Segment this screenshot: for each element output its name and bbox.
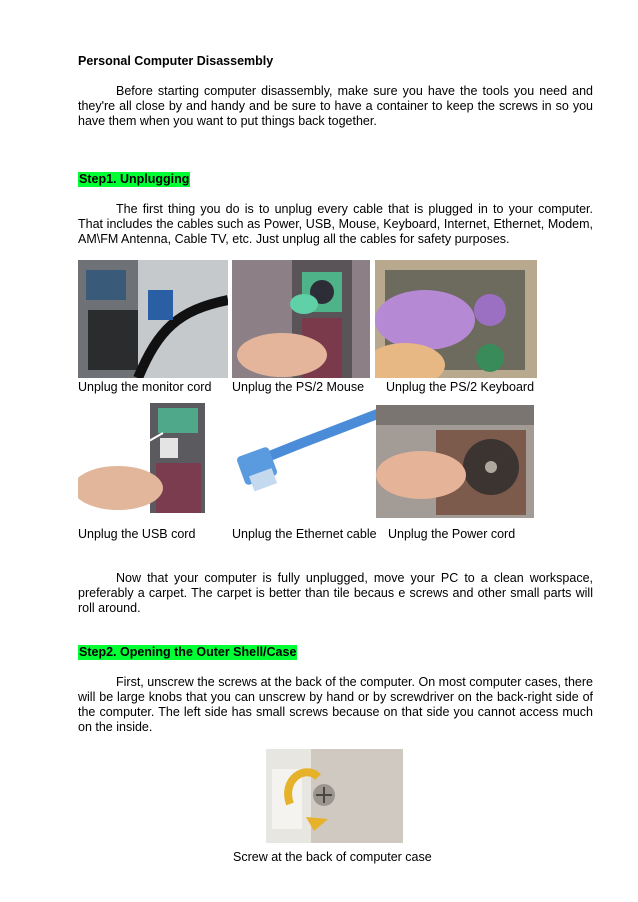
caption-usb-cord: Unplug the USB cord — [78, 527, 196, 541]
step1-text: The first thing you do is to unplug every cable that is plugged in to your computer. That includes the cables such as Power, USB, Mouse, Keyboard, Internet, Ethernet, Modem, AM\FM Antenna, Cable TV, etc. Just unplug all the cables for safety purposes. — [78, 202, 593, 246]
after-unplug-text: Now that your computer is fully unplugged, move your PC to a clean workspace, preferably a carpet. The carpet is better than tile becaus e screws and other small parts will roll around. — [78, 571, 593, 615]
intro-paragraph — [78, 84, 593, 129]
ps2-keyboard-photo — [375, 260, 537, 378]
caption-monitor-cord: Unplug the monitor cord — [78, 380, 212, 394]
step2-heading: Step2. Opening the Outer Shell/Case — [79, 645, 297, 659]
intro-text: Before starting computer disassembly, make sure you have the tools you need and they're all close by and handy and be sure to have a container to keep the screws in so you have them when you want to put things back together. — [78, 84, 593, 128]
caption-ps2-mouse: Unplug the PS/2 Mouse — [232, 380, 365, 394]
usb-cord-photo — [78, 403, 228, 513]
caption-ethernet-cable: Unplug the Ethernet cable — [232, 527, 377, 541]
caption-ps2-keyboard: Unplug the PS/2 Keyboard — [386, 380, 535, 394]
step2-paragraph — [78, 675, 593, 735]
ps2-mouse-photo — [232, 260, 370, 378]
step1-paragraph — [78, 202, 593, 247]
power-cord-photo — [376, 405, 534, 518]
document-title: Personal Computer Disassembly — [78, 54, 274, 68]
case-screw-photo — [266, 749, 403, 843]
step1-heading: Step1. Unplugging — [79, 172, 190, 186]
monitor-cord-photo — [78, 260, 228, 378]
ethernet-cable-photo — [232, 403, 380, 513]
caption-power-cord: Unplug the Power cord — [388, 527, 516, 541]
caption-case-screw: Screw at the back of computer case — [233, 850, 432, 864]
after-unplug-paragraph — [78, 571, 593, 616]
step2-text: First, unscrew the screws at the back of the computer. On most computer cases, there will be large knobs that you can unscrew by hand or by screwdriver on the back-right side of the computer. The left side has small screws because on that side you cannot access much on the inside. — [78, 675, 593, 734]
